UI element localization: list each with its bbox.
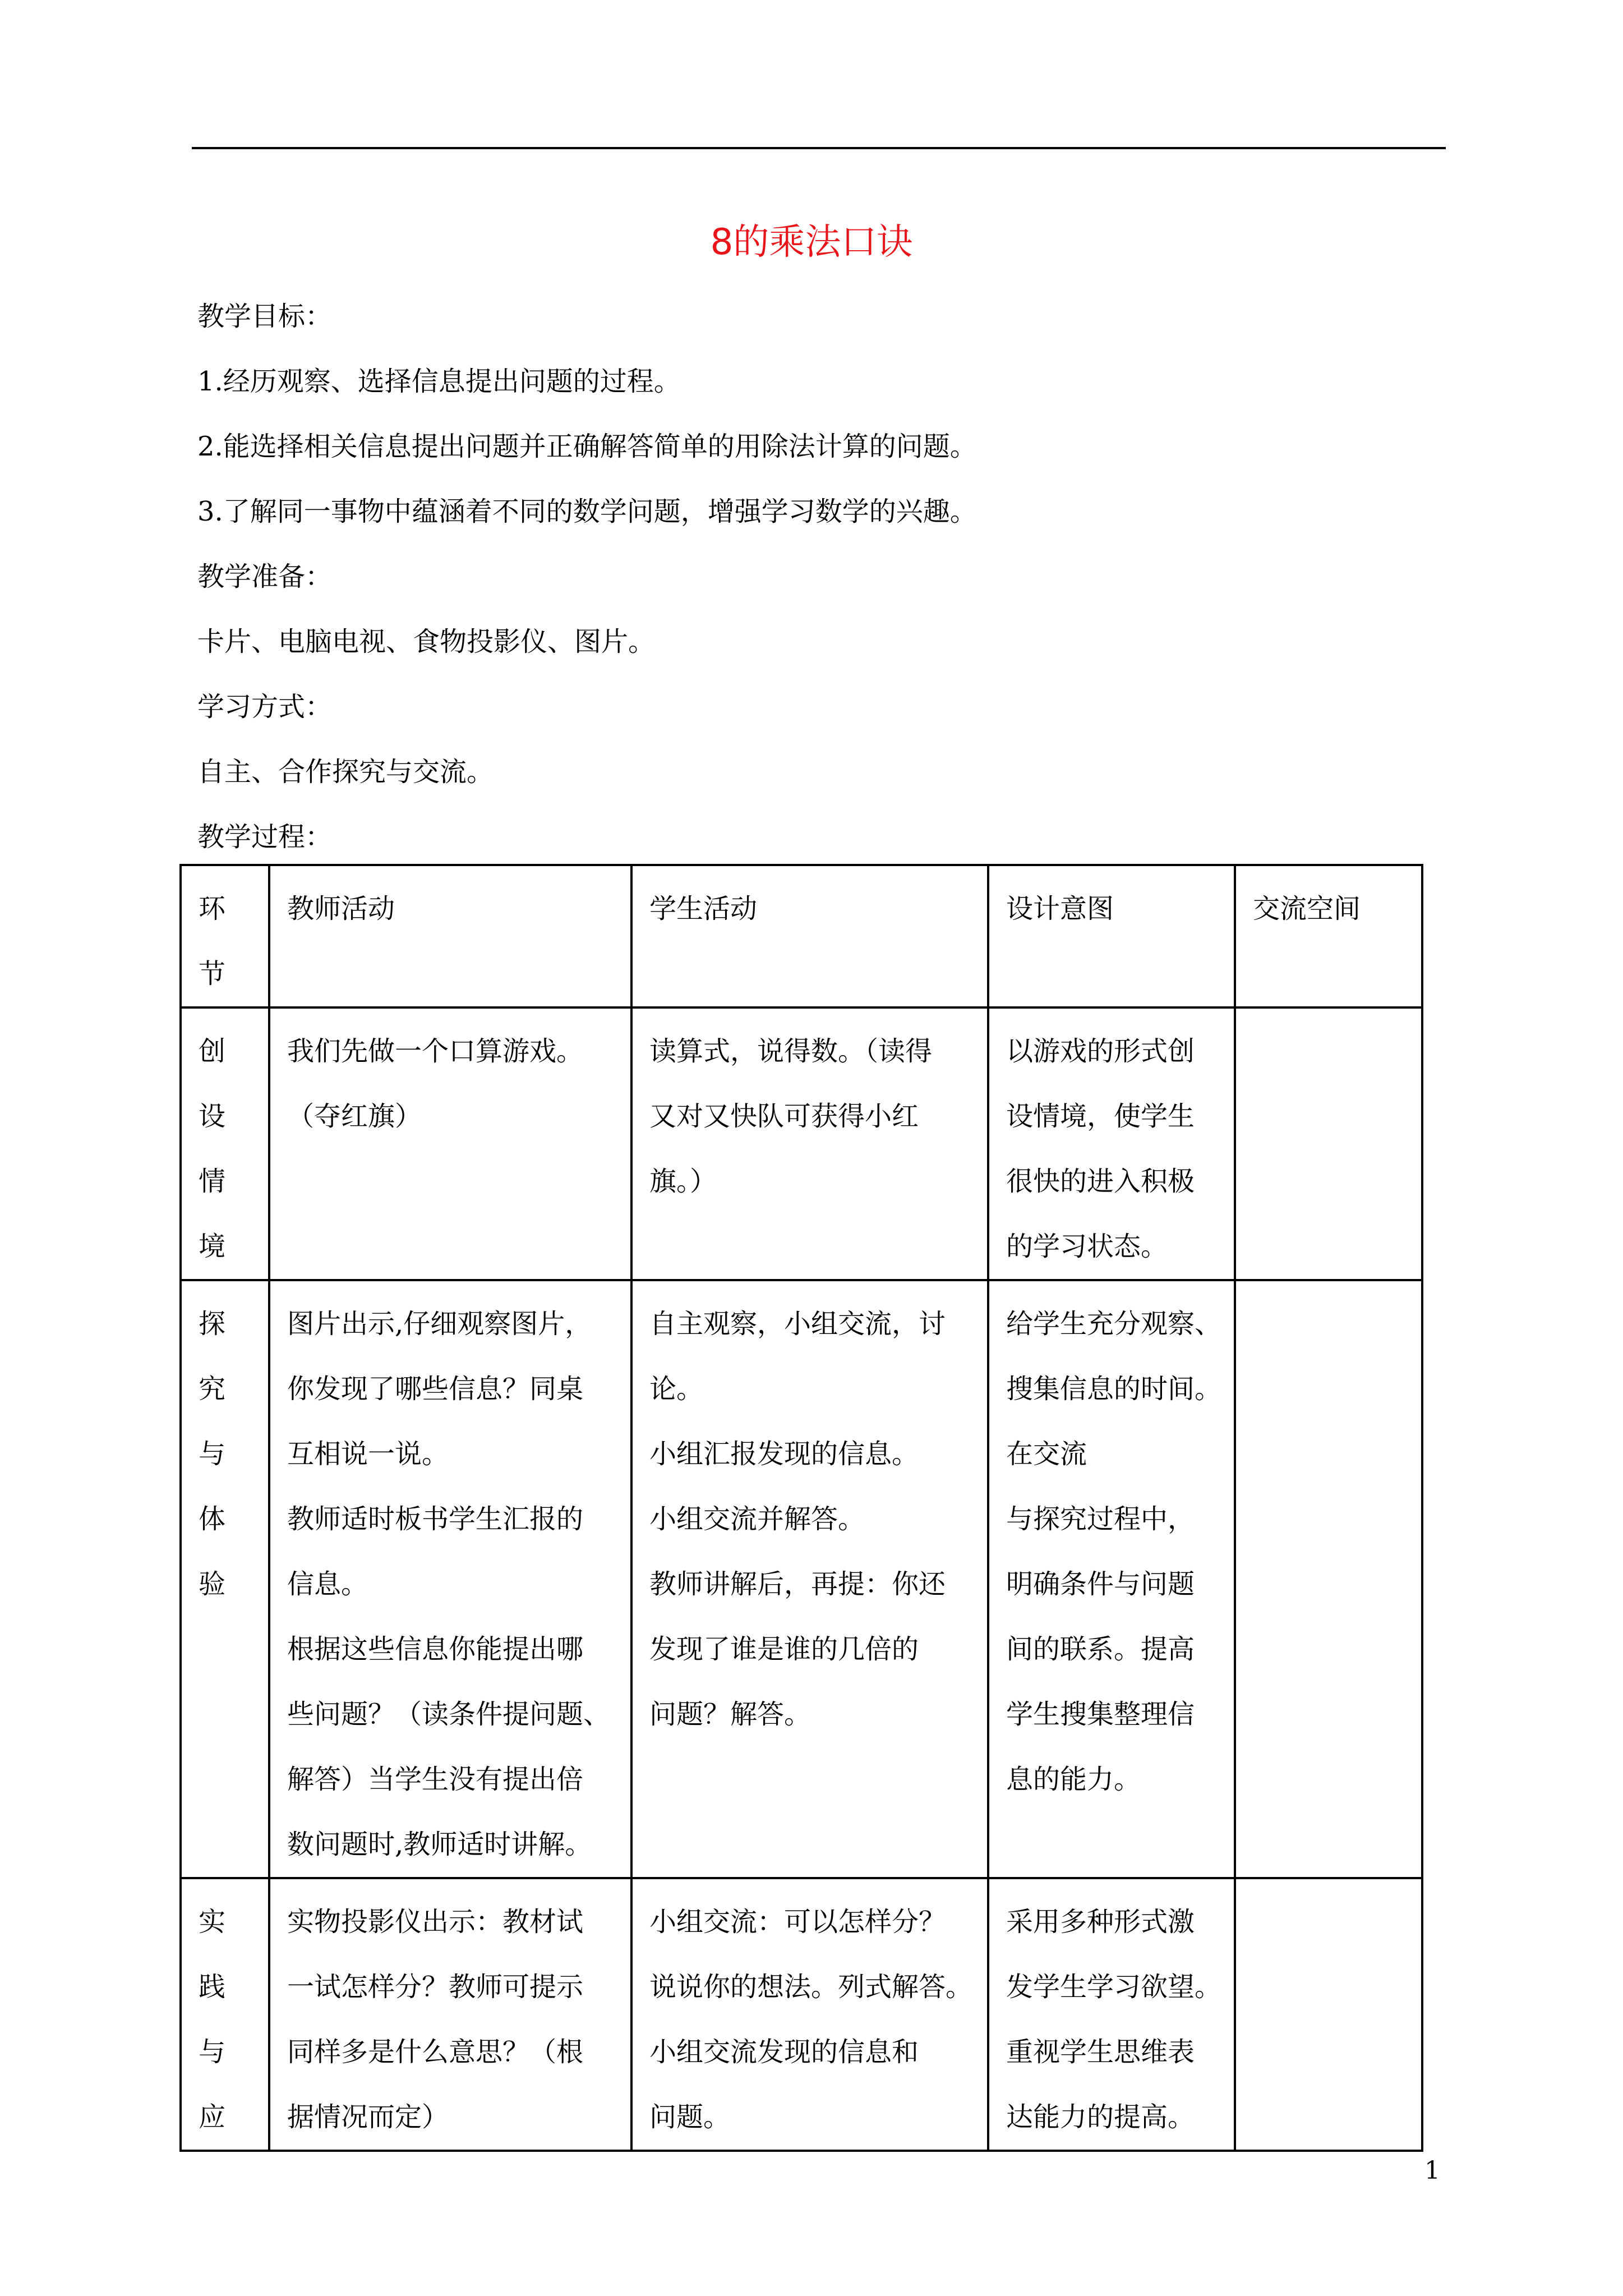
cell-stage: [181, 1878, 269, 2151]
cell-line: 境: [199, 1231, 226, 1262]
cell-line: 发现了谁是谁的几倍的: [649, 1634, 919, 1665]
cell-line: 的学习状态。: [1006, 1231, 1168, 1262]
cell-line: 实物投影仪出示：教材试: [287, 1906, 584, 1938]
cell-line: 图片出示,仔细观察图片，: [287, 1308, 592, 1340]
cell-line: 在交流: [1006, 1438, 1087, 1470]
cell-intent: [988, 1280, 1235, 1878]
header-teacher: [269, 865, 631, 1007]
cell-line: 你发现了哪些信息？同桌: [287, 1373, 584, 1405]
header-stage: [181, 865, 269, 1007]
cell-line: 小组汇报发现的信息。: [649, 1438, 919, 1470]
cell-line: 实: [199, 1906, 226, 1938]
cell-stage: [181, 1007, 269, 1280]
cell-line: 达能力的提高。: [1006, 2101, 1195, 2133]
header-label: 交流空间: [1253, 893, 1361, 924]
cell-line: 重视学生思维表: [1006, 2036, 1195, 2068]
cell-line: 互相说一说。: [287, 1438, 449, 1470]
cell-line: 给学生充分观察、: [1006, 1308, 1222, 1340]
cell-line: （夺红旗）: [287, 1101, 422, 1132]
cell-line: 践: [199, 1971, 226, 2003]
table-row: [181, 1280, 1422, 1878]
cell-line: 信息。: [287, 1568, 368, 1600]
cell-line: 问题。: [649, 2101, 731, 2133]
cell-teacher: [269, 1878, 631, 2151]
cell-line: 些问题？（读条件提问题、: [287, 1699, 611, 1730]
objective-1: 1.经历观察、选择信息提出问题的过程。: [197, 366, 681, 397]
cell-teacher: [269, 1007, 631, 1280]
cell-line: 自主观察，小组交流，讨: [649, 1308, 946, 1340]
cell-line: 读算式，说得数。（读得: [649, 1036, 933, 1067]
cell-line: 小组交流并解答。: [649, 1503, 865, 1535]
cell-teacher: [269, 1280, 631, 1878]
cell-line: 很快的进入积极: [1006, 1166, 1195, 1197]
cell-line: 搜集信息的时间。: [1006, 1373, 1222, 1405]
header-label: 环: [199, 893, 226, 924]
cell-line: 一试怎样分？教师可提示: [287, 1971, 584, 2003]
cell-line: 应: [199, 2101, 226, 2133]
header-label: 教师活动: [287, 893, 395, 924]
cell-line: 创: [199, 1036, 226, 1067]
cell-line: 究: [199, 1373, 226, 1405]
cell-line: 与: [199, 1438, 226, 1470]
cell-line: 探: [199, 1308, 226, 1340]
learning-style-text: 自主、合作探究与交流。: [197, 756, 494, 788]
table-header-row: [181, 865, 1422, 1007]
cell-line: 旗。）: [649, 1166, 717, 1197]
cell-line: 说说你的想法。列式解答。: [649, 1971, 973, 2003]
cell-line: 小组交流发现的信息和: [649, 2036, 919, 2068]
cell-space: [1235, 1878, 1422, 2151]
header-label: 学生活动: [649, 893, 758, 924]
header-rule: [192, 147, 1446, 149]
header-space: [1235, 865, 1422, 1007]
cell-line: 据情况而定）: [287, 2101, 449, 2133]
cell-line: 教师适时板书学生汇报的: [287, 1503, 584, 1535]
cell-line: 情: [199, 1166, 226, 1197]
cell-line: 采用多种形式激: [1006, 1906, 1195, 1938]
table-row: [181, 1007, 1422, 1280]
objective-3: 3.了解同一事物中蕴涵着不同的数学问题，增强学习数学的兴趣。: [197, 496, 977, 527]
cell-line: 论。: [649, 1373, 704, 1405]
cell-line: 以游戏的形式创: [1006, 1036, 1195, 1067]
cell-intent: [988, 1878, 1235, 2151]
cell-line: 验: [199, 1568, 226, 1600]
cell-line: 间的联系。提高: [1006, 1634, 1195, 1665]
section-heading-preparation: 教学准备：: [197, 561, 333, 592]
cell-line: 息的能力。: [1006, 1764, 1141, 1795]
cell-student: [631, 1878, 988, 2151]
preparation-items: 卡片、电脑电视、食物投影仪、图片。: [197, 626, 656, 657]
cell-line: 小组交流：可以怎样分？: [649, 1906, 946, 1938]
cell-space: [1235, 1007, 1422, 1280]
cell-line: 与: [199, 2036, 226, 2068]
cell-student: [631, 1007, 988, 1280]
cell-line: 解答）当学生没有提出倍: [287, 1764, 584, 1795]
cell-line: 明确条件与问题: [1006, 1568, 1195, 1600]
header-label: 设计意图: [1006, 893, 1114, 924]
cell-stage: [181, 1280, 269, 1878]
cell-student: [631, 1280, 988, 1878]
header-student: [631, 865, 988, 1007]
table-row: [181, 1878, 1422, 2151]
cell-space: [1235, 1280, 1422, 1878]
cell-line: 同样多是什么意思？（根: [287, 2036, 584, 2068]
section-heading-learning-style: 学习方式：: [197, 691, 333, 723]
header-intent: [988, 865, 1235, 1007]
teaching-process-table: [179, 864, 1423, 2152]
cell-line: 设情境，使学生: [1006, 1101, 1195, 1132]
cell-line: 数问题时,教师适时讲解。: [287, 1829, 592, 1860]
cell-line: 与探究过程中，: [1006, 1503, 1195, 1535]
section-heading-process: 教学过程：: [197, 821, 333, 853]
document-title: 8的乘法口诀: [710, 222, 913, 263]
cell-line: 体: [199, 1503, 226, 1535]
objective-2: 2.能选择相关信息提出问题并正确解答简单的用除法计算的问题。: [197, 431, 977, 462]
cell-line: 教师讲解后，再提：你还: [649, 1568, 946, 1600]
section-heading-objectives: 教学目标：: [197, 301, 333, 332]
cell-line: 设: [199, 1101, 226, 1132]
cell-line: 我们先做一个口算游戏。: [287, 1036, 584, 1067]
cell-line: 发学生学习欲望。: [1006, 1971, 1222, 2003]
cell-line: 根据这些信息你能提出哪: [287, 1634, 584, 1665]
cell-line: 学生搜集整理信: [1006, 1699, 1195, 1730]
header-label: 节: [199, 958, 226, 990]
page-number: 1: [1424, 2156, 1440, 2185]
cell-intent: [988, 1007, 1235, 1280]
cell-line: 又对又快队可获得小红: [649, 1101, 919, 1132]
cell-line: 问题？解答。: [649, 1699, 811, 1730]
